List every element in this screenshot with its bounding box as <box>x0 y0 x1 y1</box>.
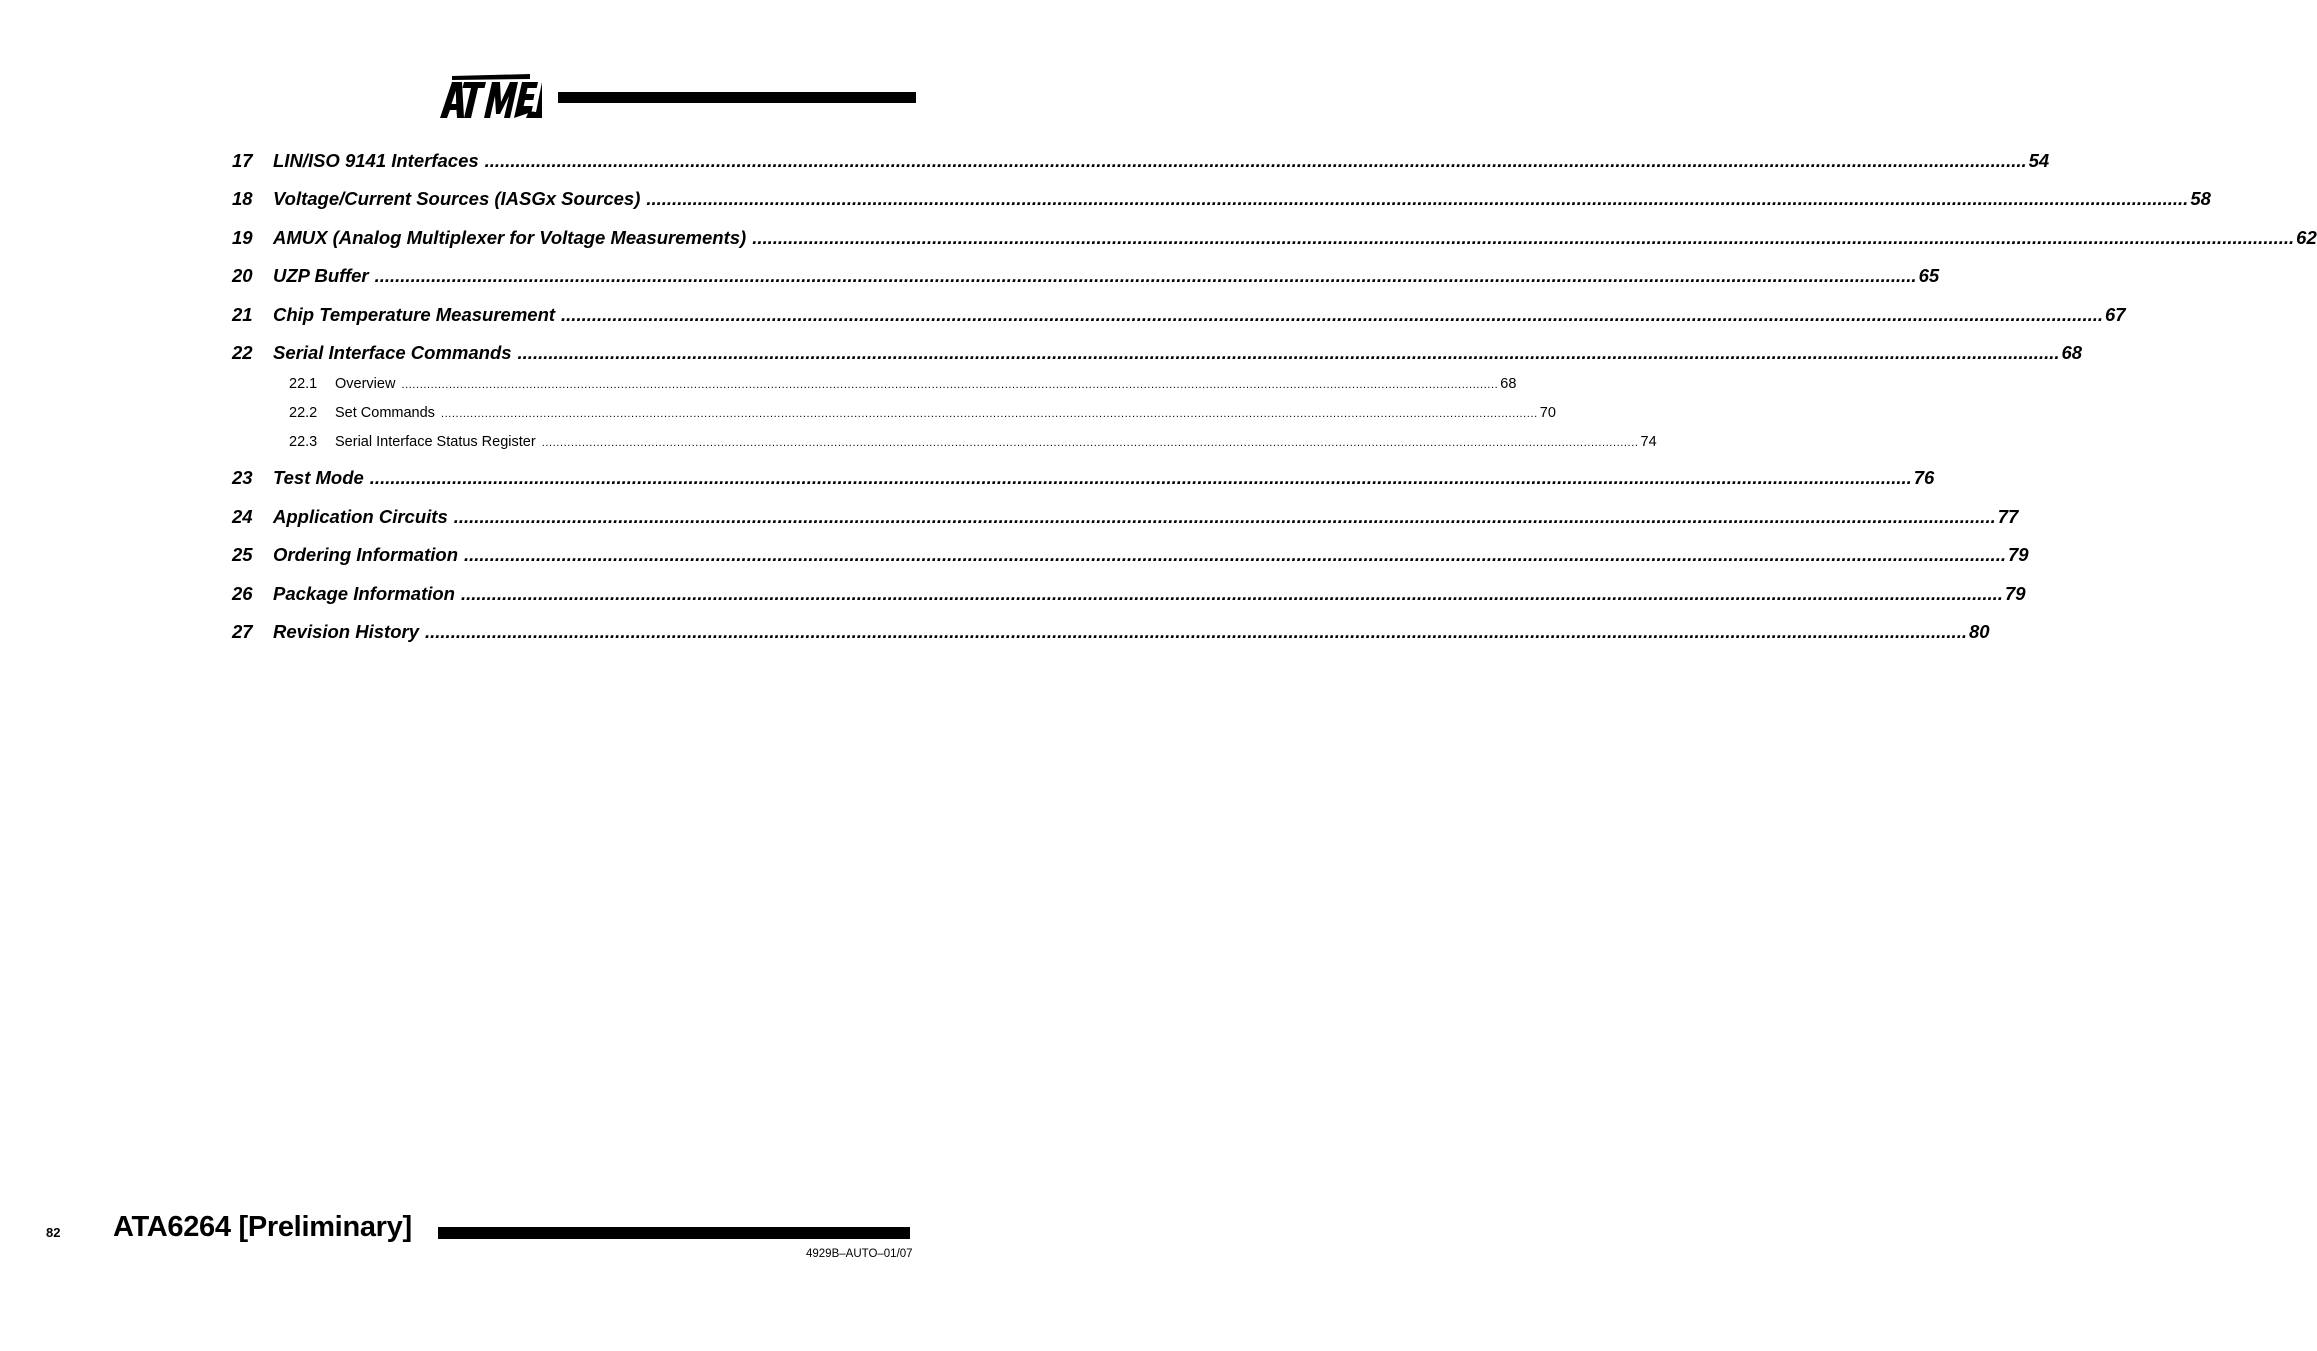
dot-leader: ............................................................................................................................................................................................................................................................................................................ <box>517 342 2060 363</box>
toc-number: 25 <box>232 544 253 565</box>
toc-page: 65 <box>1918 265 1940 286</box>
dot-leader: ............................................................................................................................................................................................................................................................................................................ <box>561 304 2103 325</box>
toc-page: 62 <box>2296 227 2317 248</box>
toc-title: Set Commands <box>335 405 435 421</box>
dot-leader: ............................................................................................................................................................................................................................................................................................................ <box>646 188 2189 209</box>
toc-title: Ordering Information <box>273 544 458 565</box>
dot-leader: ............................................................................................................................................................................................................................................................................................................ <box>425 621 1967 642</box>
toc-number: 21 <box>232 304 253 325</box>
toc-title: Serial Interface Commands <box>273 342 512 363</box>
toc-number: 27 <box>232 621 253 642</box>
toc-entry-18[interactable] <box>232 188 2211 210</box>
toc-number: 19 <box>232 227 253 248</box>
toc-title: LIN/ISO 9141 Interfaces <box>273 150 479 171</box>
toc-page: 76 <box>1913 467 1935 488</box>
toc-page: 58 <box>2190 188 2211 209</box>
toc-entry-17[interactable] <box>232 150 2050 172</box>
dot-leader: ............................................................................................................................................................................................................................................................................................................ <box>460 583 2003 604</box>
toc-page: 79 <box>2007 544 2029 565</box>
dot-leader: ............................................................................................................................................................................................................................................................................................................ <box>440 408 1538 420</box>
toc-title: Voltage/Current Sources (IASGx Sources) <box>273 188 641 209</box>
dot-leader: ............................................................................................................................................................................................................................................................................................................ <box>464 544 2006 565</box>
toc-title: Chip Temperature Measurement <box>273 304 556 325</box>
header-rule <box>558 92 916 103</box>
toc-number: 22.1 <box>289 376 318 392</box>
toc-title: Package Information <box>273 583 455 604</box>
registered-mark: ® <box>530 110 536 119</box>
atmel-logo <box>438 72 542 124</box>
toc-title: Application Circuits <box>273 506 448 527</box>
dot-leader: ............................................................................................................................................................................................................................................................................................................ <box>374 265 1917 286</box>
toc-entry-24[interactable] <box>232 506 2019 528</box>
dot-leader: ............................................................................................................................................................................................................................................................................................................ <box>541 437 1639 449</box>
toc-title: UZP Buffer <box>273 265 369 286</box>
toc-entry-23[interactable] <box>232 467 1935 489</box>
toc-entry-27[interactable] <box>232 621 1990 643</box>
toc-page: 54 <box>2028 150 2050 171</box>
toc-number: 20 <box>232 265 253 286</box>
toc-title: AMUX (Analog Multiplexer for Voltage Measurements) <box>273 227 747 248</box>
toc-number: 18 <box>232 188 253 209</box>
toc-number: 22 <box>232 342 253 363</box>
toc-number: 22.3 <box>289 434 318 450</box>
dot-leader: ............................................................................................................................................................................................................................................................................................................ <box>453 506 1996 527</box>
toc-page: 77 <box>1997 506 2019 527</box>
toc-title: Overview <box>335 376 396 392</box>
toc-title: Revision History <box>273 621 419 642</box>
toc-number: 22.2 <box>289 405 318 421</box>
toc-entry-19[interactable] <box>232 227 2317 249</box>
toc-entry-22-3[interactable] <box>289 434 1657 450</box>
toc-entry-20[interactable] <box>232 265 1940 287</box>
toc-entry-22-2[interactable] <box>289 405 1556 421</box>
toc-entry-22-1[interactable] <box>289 376 1517 392</box>
toc-number: 17 <box>232 150 253 171</box>
page-number: 82 <box>46 1225 61 1240</box>
toc-entry-21[interactable] <box>232 304 2126 326</box>
toc-page: 74 <box>1640 434 1657 450</box>
toc-page: 68 <box>1500 376 1517 392</box>
dot-leader: ............................................................................................................................................................................................................................................................................................................ <box>484 150 2027 171</box>
toc-number: 26 <box>232 583 253 604</box>
toc-entry-22[interactable] <box>232 342 2083 364</box>
toc-number: 23 <box>232 467 253 488</box>
toc-page: 70 <box>1539 405 1556 421</box>
toc-page: 67 <box>2105 304 2126 325</box>
toc-title: Test Mode <box>273 467 364 488</box>
footer-rule <box>438 1227 910 1239</box>
dot-leader: ............................................................................................................................................................................................................................................................................................................ <box>369 467 1912 488</box>
toc-page: 80 <box>1968 621 1990 642</box>
toc-number: 24 <box>232 506 253 527</box>
toc-entry-26[interactable] <box>232 583 2026 605</box>
toc-entry-25[interactable] <box>232 544 2029 566</box>
dot-leader: ............................................................................................................................................................................................................................................................................................................ <box>752 227 2295 248</box>
toc-page: 68 <box>2061 342 2083 363</box>
document-title: ATA6264 [Preliminary] <box>113 1211 412 1243</box>
toc-page: 79 <box>2004 583 2026 604</box>
toc-title: Serial Interface Status Register <box>335 434 536 450</box>
document-code: 4929B–AUTO–01/07 <box>806 1248 913 1260</box>
dot-leader: ............................................................................................................................................................................................................................................................................................................ <box>401 379 1499 391</box>
